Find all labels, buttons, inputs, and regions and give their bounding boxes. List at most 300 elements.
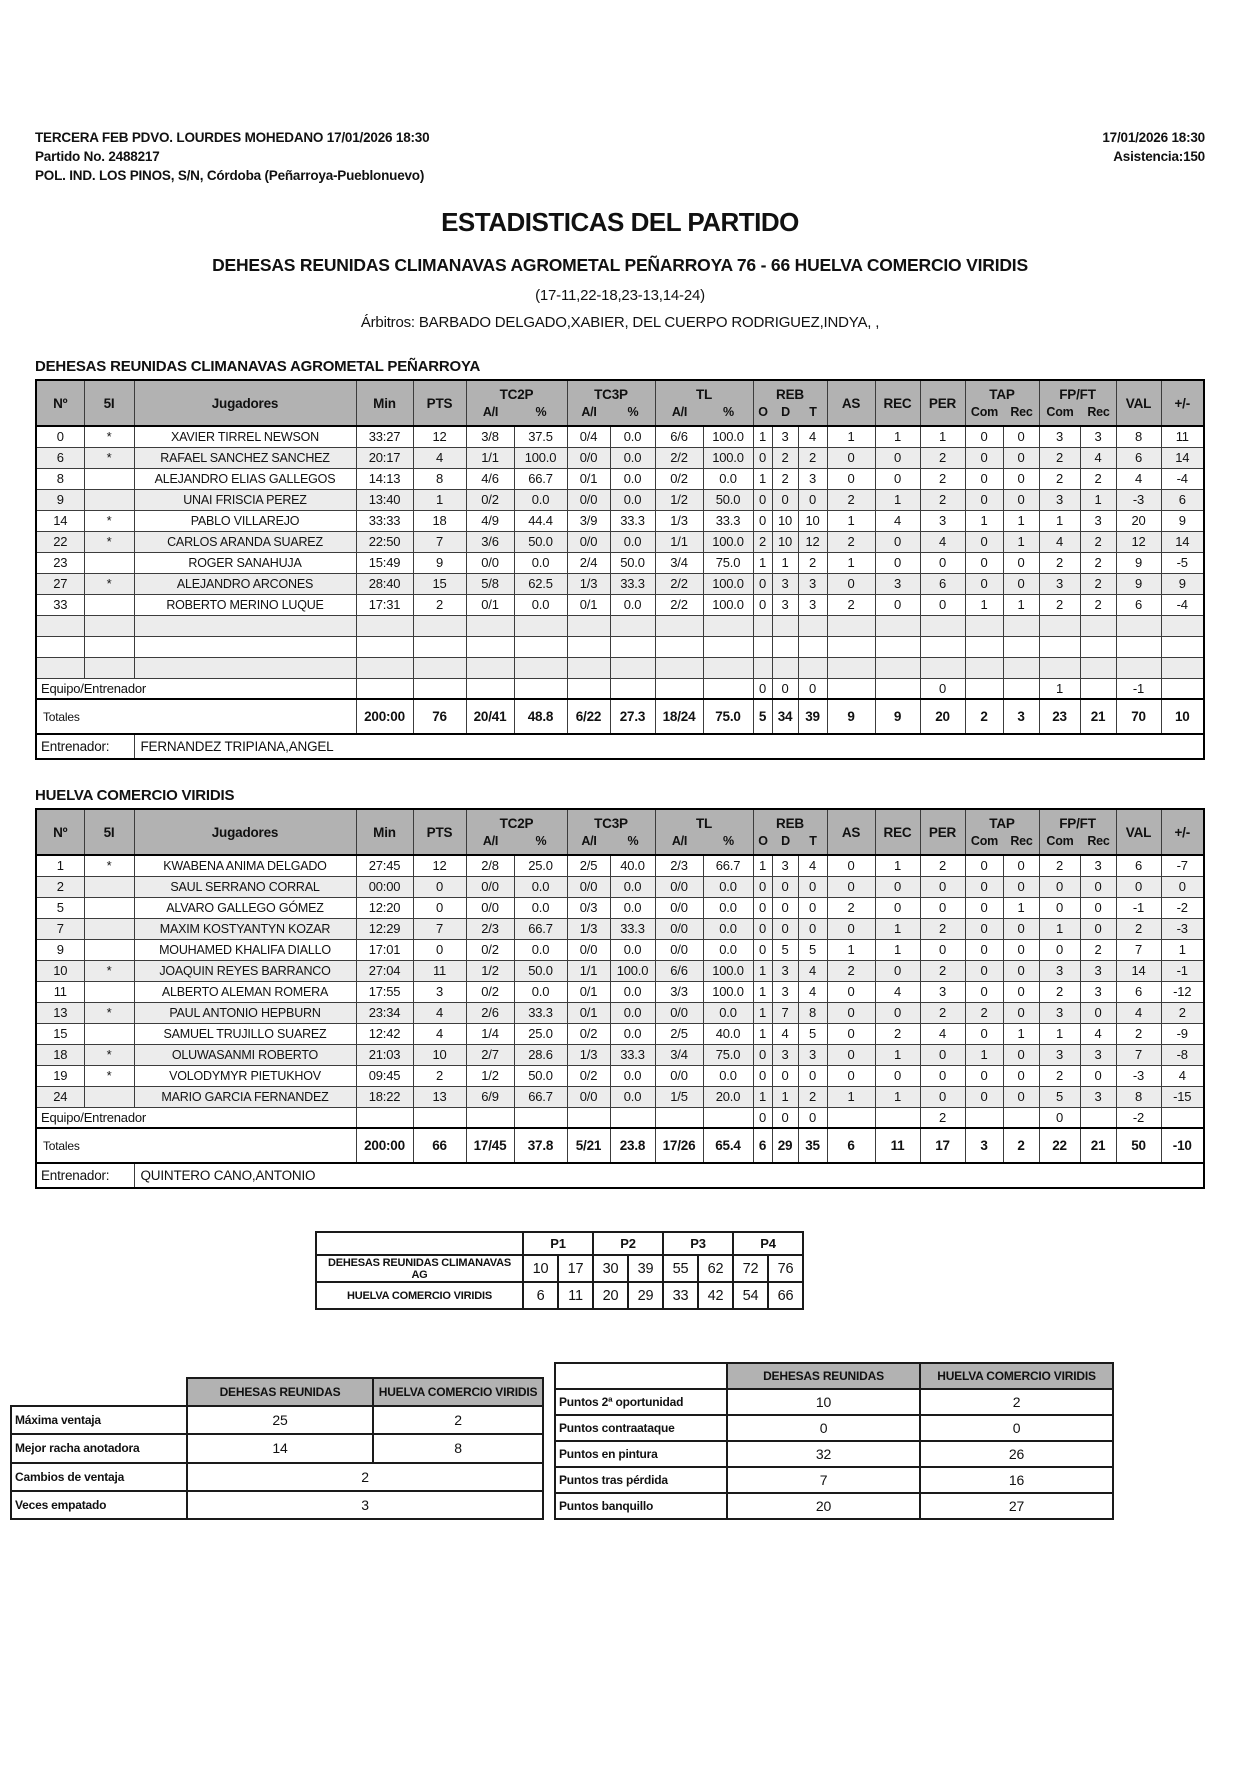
colgroup-reb: REB O D T [753,809,827,855]
stat-cell: 9 [1116,573,1161,594]
empty-cell [798,615,827,636]
stat-cell: 1/3 [567,1044,610,1065]
stat-cell: 12 [1116,531,1161,552]
starter-mark: * [84,855,134,876]
stat-cell: 0 [920,876,965,897]
total-cell: 17/45 [466,1128,514,1163]
stat-cell: 1/1 [466,447,514,468]
empty-cell [514,615,567,636]
player-name: JOAQUIN REYES BARRANCO [134,960,356,981]
player-name: SAMUEL TRUJILLO SUAREZ [134,1023,356,1044]
stat-cell: 15:49 [356,552,413,573]
stat-cell: 11 [1161,426,1204,447]
stat-cell: 0 [965,468,1003,489]
col-as: AS [827,809,875,855]
stat-cell: 2/7 [466,1044,514,1065]
quarter-score-cell: 54 [733,1282,768,1309]
starter-mark [84,552,134,573]
team2-stats-table [35,808,1205,1189]
summary-label: Puntos contraataque [555,1415,727,1441]
stat-cell: 0 [1003,855,1039,876]
stat-cell: 3 [875,573,920,594]
starter-mark: * [84,531,134,552]
player-name: PAUL ANTONIO HEPBURN [134,1002,356,1023]
col-rec: REC [875,809,920,855]
stat-cell: 4 [1116,1002,1161,1023]
stat-cell: 3 [1039,426,1080,447]
coach-name: FERNANDEZ TRIPIANA,ANGEL [134,734,1204,759]
stat-cell: 100.0 [703,960,753,981]
stat-cell: 1 [1003,510,1039,531]
stat-cell [655,678,703,699]
stat-cell: 0/2 [466,939,514,960]
stat-cell: 0 [1039,897,1080,918]
stat-cell: 2 [1039,447,1080,468]
stat-cell: 1 [875,918,920,939]
stats-header-row [36,380,1204,426]
summary-row [11,1463,543,1491]
stat-cell: -2 [1116,1107,1161,1128]
empty-cell [655,657,703,678]
colgroup-fpft: FP/FT Com Rec [1039,380,1116,426]
stat-cell: 0 [827,447,875,468]
summary-header-row [11,1378,543,1406]
stat-cell: 12 [413,426,466,447]
stat-cell: 2 [1039,468,1080,489]
stat-cell: 0/0 [466,876,514,897]
stat-cell: 0 [965,939,1003,960]
stat-cell: 33.3 [610,918,655,939]
stat-cell: 4 [875,981,920,1002]
total-cell: 3 [1003,699,1039,734]
stat-cell: 3 [772,981,798,1002]
player-row [36,1023,1204,1044]
stat-cell: 2 [1039,552,1080,573]
stat-cell: 3 [920,510,965,531]
player-row [36,897,1204,918]
stat-cell: 3 [798,573,827,594]
stat-cell: 3 [798,1044,827,1065]
player-row [36,552,1204,573]
summary-row [555,1467,1113,1493]
empty-row [36,615,1204,636]
stat-cell: 0 [965,552,1003,573]
quarter-score-cell: 10 [523,1255,558,1282]
stat-cell: 2/6 [466,1002,514,1023]
stat-cell: 3 [772,426,798,447]
stat-cell: 14 [1116,960,1161,981]
total-cell: 20 [920,699,965,734]
stat-cell: 0 [965,1023,1003,1044]
stat-cell: 2 [1080,939,1116,960]
stat-cell: 3/6 [466,531,514,552]
stat-cell: 1 [827,426,875,447]
stat-cell: 1 [875,1086,920,1107]
summary-value: 25 [187,1406,373,1434]
stat-cell: 28.6 [514,1044,567,1065]
stat-cell: 0.0 [610,981,655,1002]
empty-cell [920,657,965,678]
stat-cell: 3/4 [655,552,703,573]
stat-cell: -4 [1161,468,1204,489]
total-cell: 17 [920,1128,965,1163]
summary-header-row [555,1363,1113,1389]
team-bench-row [36,1107,1204,1128]
stat-cell: -3 [1116,489,1161,510]
stat-cell: 12:20 [356,897,413,918]
stat-cell: 0/2 [567,1023,610,1044]
quarter-score-cell: 62 [698,1255,733,1282]
player-name: ROBERTO MERINO LUQUE [134,594,356,615]
stat-cell: 4 [772,1023,798,1044]
stat-cell: 0 [875,468,920,489]
stat-cell: 3 [1039,1044,1080,1065]
stat-cell: 0 [965,1086,1003,1107]
stat-cell: 1 [827,510,875,531]
summary-value: 26 [920,1441,1113,1467]
player-row [36,573,1204,594]
stat-cell: 6 [1161,489,1204,510]
empty-cell [1161,657,1204,678]
stat-cell: 62.5 [514,573,567,594]
stat-cell: 0 [920,1086,965,1107]
stat-cell: 00:00 [356,876,413,897]
empty-cell [772,615,798,636]
stat-cell: 0 [413,939,466,960]
stat-cell: 9 [1161,510,1204,531]
stat-cell: 2 [753,531,772,552]
player-row [36,594,1204,615]
stat-cell: 66.7 [514,1086,567,1107]
total-cell: 48.8 [514,699,567,734]
stat-cell: 2 [1116,1023,1161,1044]
player-number: 7 [36,918,84,939]
total-cell: 3 [965,1128,1003,1163]
total-cell: 29 [772,1128,798,1163]
stat-cell: 50.0 [514,531,567,552]
player-number: 27 [36,573,84,594]
empty-cell [466,615,514,636]
stat-cell: 6 [1116,447,1161,468]
stat-cell: 2 [920,489,965,510]
stat-cell: 1 [413,489,466,510]
summary-label: Puntos banquillo [555,1493,727,1519]
stat-cell: 2/3 [655,855,703,876]
stat-cell: 0.0 [703,1065,753,1086]
stat-cell: 0 [920,1065,965,1086]
period-header: P2 [593,1232,663,1255]
stat-cell: 0 [798,1065,827,1086]
stat-cell: 5 [798,939,827,960]
stat-cell: 1 [875,939,920,960]
player-number: 9 [36,489,84,510]
stat-cell: 0.0 [703,918,753,939]
col-pts: PTS [413,809,466,855]
empty-cell [514,636,567,657]
stat-cell: 6/6 [655,960,703,981]
stat-cell: 0 [965,531,1003,552]
stat-cell: 4 [798,426,827,447]
stat-cell: 0 [965,489,1003,510]
stat-cell: 4 [920,531,965,552]
stat-cell: 5 [798,1023,827,1044]
stat-cell: 100.0 [703,426,753,447]
stat-cell: 0.0 [514,876,567,897]
total-cell: 66 [413,1128,466,1163]
stat-cell: 0 [798,489,827,510]
stat-cell: 33:27 [356,426,413,447]
stat-cell: 4 [798,960,827,981]
summary-value: 20 [727,1493,920,1519]
player-name: KWABENA ANIMA DELGADO [134,855,356,876]
stat-cell: 3 [772,573,798,594]
stat-cell: 2 [1080,573,1116,594]
total-cell: 70 [1116,699,1161,734]
stat-cell: 0 [875,897,920,918]
stat-cell: 0 [798,876,827,897]
stat-cell: 5 [1039,1086,1080,1107]
player-name: ALBERTO ALEMAN ROMERA [134,981,356,1002]
stat-cell: 2 [1080,531,1116,552]
summary-row [11,1491,543,1519]
player-name: PABLO VILLAREJO [134,510,356,531]
stat-cell: 4 [875,510,920,531]
starter-mark: * [84,1065,134,1086]
empty-cell [1161,636,1204,657]
empty-cell [920,636,965,657]
empty-cell [1039,615,1080,636]
stat-cell: 3 [1039,960,1080,981]
stat-cell: 0 [772,1107,798,1128]
stat-cell: 3 [772,960,798,981]
total-cell: 65.4 [703,1128,753,1163]
stat-cell: 3 [1039,1002,1080,1023]
stat-cell: -4 [1161,594,1204,615]
datetime-line: 17/01/2026 18:30 [1102,130,1205,145]
player-name: XAVIER TIRREL NEWSON [134,426,356,447]
empty-cell [413,636,466,657]
stat-cell: 2/8 [466,855,514,876]
empty-cell [1116,636,1161,657]
stat-cell: 9 [1161,573,1204,594]
stat-cell: 4 [1116,468,1161,489]
empty-cell [413,615,466,636]
empty-cell [1080,636,1116,657]
stat-cell: 4 [1080,447,1116,468]
summary-value: 0 [920,1415,1113,1441]
empty-cell [655,636,703,657]
stat-cell: 0 [965,981,1003,1002]
stat-cell: 50.0 [514,960,567,981]
stat-cell: 0.0 [610,939,655,960]
stat-cell: 1/4 [466,1023,514,1044]
empty-cell [772,636,798,657]
stat-cell: 4 [798,855,827,876]
stat-cell: 0.0 [610,447,655,468]
stat-cell: 0.0 [610,531,655,552]
stat-cell: 0 [1003,918,1039,939]
quarter-score-cell: 76 [768,1255,803,1282]
stat-cell: 2 [1161,1002,1204,1023]
attendance-line: Asistencia:150 [1113,149,1205,164]
player-number: 15 [36,1023,84,1044]
player-number: 14 [36,510,84,531]
stat-cell: 0/2 [466,489,514,510]
stat-cell: 33.3 [703,510,753,531]
stat-cell: 0/0 [567,489,610,510]
stat-cell [1003,1107,1039,1128]
player-number: 18 [36,1044,84,1065]
stat-cell: 10 [772,531,798,552]
player-row [36,1044,1204,1065]
total-cell: 17/26 [655,1128,703,1163]
player-row [36,1002,1204,1023]
total-cell: 21 [1080,699,1116,734]
stat-cell: 0 [753,939,772,960]
stat-cell: 2 [1080,594,1116,615]
total-cell: 27.3 [610,699,655,734]
stat-cell: 1 [965,1044,1003,1065]
stat-cell: 10 [413,1044,466,1065]
quarter-score-cell: 33 [663,1282,698,1309]
summary-value: 27 [920,1493,1113,1519]
summary-value: 8 [373,1434,543,1462]
totals-row [36,1128,1204,1163]
stat-cell: 0 [1003,468,1039,489]
player-row [36,876,1204,897]
player-name: ALEJANDRO ARCONES [134,573,356,594]
total-cell: 200:00 [356,1128,413,1163]
stat-cell: 0/2 [655,468,703,489]
stat-cell: 1 [827,939,875,960]
stat-cell: 4 [1080,1023,1116,1044]
quarter-score-cell: 11 [558,1282,593,1309]
starter-mark: * [84,426,134,447]
stat-cell: 1 [965,510,1003,531]
stat-cell: 14 [1161,447,1204,468]
stat-cell: 0/0 [655,876,703,897]
stat-cell: 0 [827,1044,875,1065]
stat-cell: 0.0 [514,939,567,960]
stat-cell: 3 [1039,489,1080,510]
total-cell: 6 [827,1128,875,1163]
col-val: VAL [1116,809,1161,855]
quarter-score-cell: 29 [628,1282,663,1309]
empty-cell [965,615,1003,636]
stat-cell: 7 [413,531,466,552]
stat-cell: 1 [1003,594,1039,615]
stat-cell: -3 [1161,918,1204,939]
stat-cell: 2 [920,1002,965,1023]
stat-cell: 0 [920,552,965,573]
stat-cell: 1/3 [567,573,610,594]
starter-mark [84,981,134,1002]
empty-cell [1003,657,1039,678]
stat-cell: 0/0 [567,876,610,897]
stat-cell: 2 [1039,981,1080,1002]
stat-cell: 4 [413,1002,466,1023]
stats-header-row [36,809,1204,855]
colgroup-tc2p: TC2P A/I % [466,380,567,426]
summary-team-header: DEHESAS REUNIDAS [187,1378,373,1406]
bench-label: Equipo/Entrenador [36,1107,356,1128]
col-num: Nº [36,380,84,426]
quarter-score-cell: 55 [663,1255,698,1282]
stat-cell: 3 [798,468,827,489]
total-cell: 6 [753,1128,772,1163]
stat-cell: 2 [1039,594,1080,615]
stat-cell: 2 [772,447,798,468]
empty-cell [1003,636,1039,657]
stat-cell: 5 [772,939,798,960]
stat-cell: -3 [1116,1065,1161,1086]
stat-cell: 0 [753,918,772,939]
quarter-score-cell: 72 [733,1255,768,1282]
stat-cell: 12:42 [356,1023,413,1044]
stat-cell: 100.0 [514,447,567,468]
empty-cell [84,636,134,657]
starter-mark [84,468,134,489]
quarter-team-name: DEHESAS REUNIDAS CLIMANAVAS AG [316,1255,523,1282]
empty-cell [356,636,413,657]
col-pm: +/- [1161,809,1204,855]
stat-cell: 0 [920,678,965,699]
col-val: VAL [1116,380,1161,426]
stat-cell: 1 [753,468,772,489]
empty-cell [703,657,753,678]
stat-cell: 2/4 [567,552,610,573]
stat-cell: 0/0 [567,531,610,552]
stat-cell: 09:45 [356,1065,413,1086]
stat-cell: 0 [1003,489,1039,510]
stat-cell: 27:04 [356,960,413,981]
coach-label: Entrenador: [36,1163,134,1188]
team2-title: HUELVA COMERCIO VIRIDIS [35,787,235,804]
stat-cell: -5 [1161,552,1204,573]
stat-cell: 0 [827,1023,875,1044]
col-per: PER [920,380,965,426]
total-cell: 35 [798,1128,827,1163]
stat-cell: 0/2 [567,1065,610,1086]
empty-cell [827,636,875,657]
player-name: VOLODYMYR PIETUKHOV [134,1065,356,1086]
quarter-score-row [316,1255,803,1282]
stat-cell: 0 [798,678,827,699]
stat-cell: 8 [1116,1086,1161,1107]
stat-cell: 1 [753,1086,772,1107]
stat-cell: 17:55 [356,981,413,1002]
stat-cell: 28:40 [356,573,413,594]
player-name: OLUWASANMI ROBERTO [134,1044,356,1065]
stat-cell: 1 [1039,1023,1080,1044]
empty-cell [567,636,610,657]
stat-cell: 4 [798,981,827,1002]
summary-label: Máxima ventaja [11,1406,187,1434]
stat-cell: 0.0 [703,468,753,489]
stat-cell: 1/3 [655,510,703,531]
stat-cell: 33.3 [610,510,655,531]
player-row [36,489,1204,510]
stat-cell: 12 [413,855,466,876]
stat-cell: 0/0 [655,897,703,918]
stat-cell: 33.3 [610,1044,655,1065]
empty-cell [965,657,1003,678]
coach-row [36,734,1204,759]
empty-cell [356,615,413,636]
stat-cell: 7 [1116,939,1161,960]
summary-label: Cambios de ventaja [11,1463,187,1491]
stat-cell: -12 [1161,981,1204,1002]
